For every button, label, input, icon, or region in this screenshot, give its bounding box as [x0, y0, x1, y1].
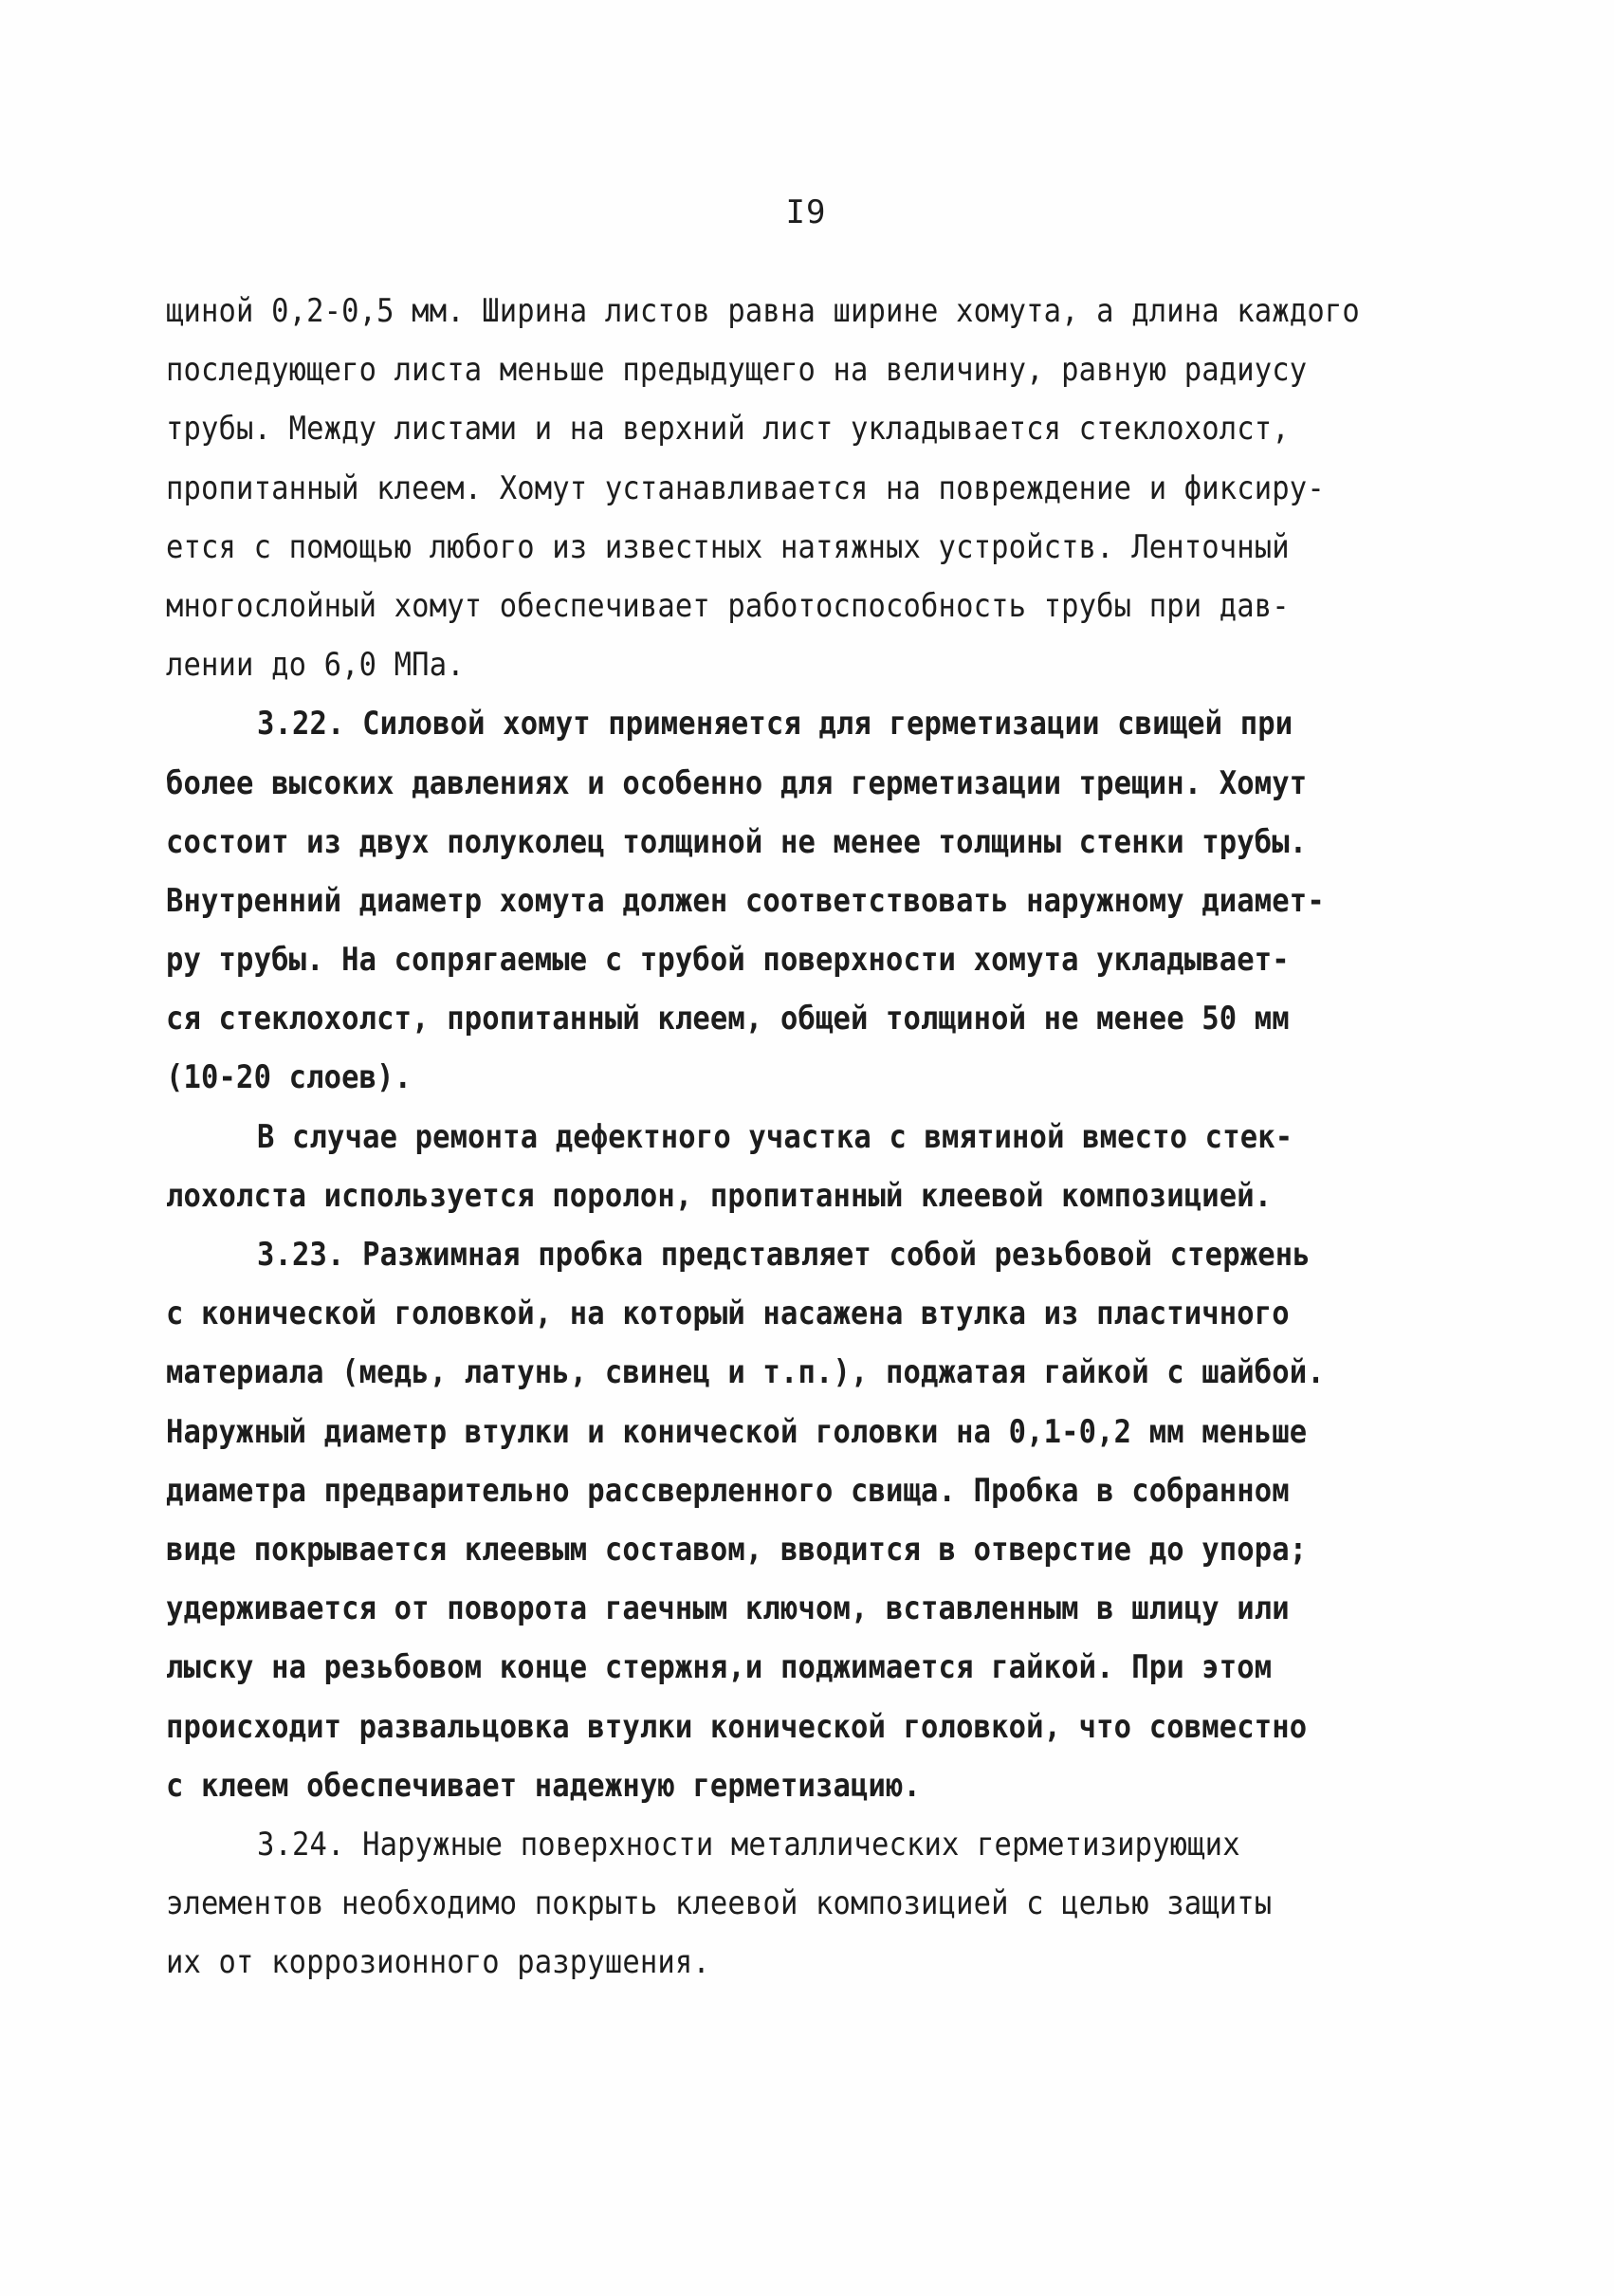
- text-line: ется с помощью любого из известных натяжных устройств. Ленточный: [166, 528, 1290, 566]
- text-line: с клеем обеспечивает надежную герметизацию.: [166, 1767, 922, 1805]
- text-line: диаметра предварительно рассверленного свища. Пробка в собранном: [166, 1472, 1290, 1510]
- text-line: многослойный хомут обеспечивает работоспособность трубы при дав-: [166, 587, 1290, 625]
- text-line: ру трубы. На сопрягаемые с трубой поверхности хомута укладывает-: [166, 941, 1290, 980]
- text-line: происходит развальцовка втулки конической головкой, что совместно: [166, 1708, 1308, 1746]
- text-line: материала (медь, латунь, свинец и т.п.), поджатая гайкой с шайбой.: [166, 1354, 1325, 1392]
- paragraph-repair-line: В случае ремонта дефектного участка с вмятиной вместо стек-: [257, 1118, 1293, 1156]
- page-number: I9: [785, 193, 827, 231]
- text-line: трубы. Между листами и на верхний лист укладывается стеклохолст,: [166, 411, 1290, 449]
- text-line: (10-20 слоев).: [166, 1059, 413, 1097]
- text-line: Внутренний диаметр хомута должен соответствовать наружному диамет-: [166, 882, 1325, 920]
- text-line: щиной 0,2-0,5 мм. Ширина листов равна ширине хомута, а длина каждого: [166, 292, 1360, 331]
- text-line: лении до 6,0 МПа.: [166, 646, 465, 685]
- text-line: удерживается от поворота гаечным ключом, вставленным в шлицу или: [166, 1589, 1290, 1628]
- text-line: лохолста используется поролон, пропитанный клеевой композицией.: [166, 1177, 1273, 1215]
- text-line: пропитанный клеем. Хомут устанавливается на повреждение и фиксиру-: [166, 469, 1325, 507]
- text-line: более высоких давлениях и особенно для герметизации трещин. Хомут: [166, 764, 1308, 802]
- text-line: с конической головкой, на который насажена втулка из пластичного: [166, 1295, 1290, 1333]
- text-line: элементов необходимо покрыть клеевой композицией с целью защиты: [166, 1884, 1273, 1923]
- section-3-22-heading-line: 3.22. Силовой хомут применяется для герметизации свищей при: [257, 706, 1293, 744]
- text-line: последующего листа меньше предыдущего на величину, равную радиусу: [166, 352, 1308, 390]
- text-line: их от коррозионного разрушения.: [166, 1944, 710, 1982]
- text-line: Наружный диаметр втулки и конической головки на 0,1-0,2 мм меньше: [166, 1413, 1308, 1451]
- text-line: ся стеклохолст, пропитанный клеем, общей толщиной не менее 50 мм: [166, 1001, 1290, 1038]
- text-line: лыску на резьбовом конце стержня,и поджимается гайкой. При этом: [166, 1649, 1273, 1687]
- section-3-23-heading-line: 3.23. Разжимная пробка представляет собой резьбовой стержень: [257, 1236, 1311, 1275]
- document-body: [166, 283, 1484, 1993]
- text-line: состоит из двух полуколец толщиной не менее толщины стенки трубы.: [166, 823, 1308, 861]
- text-line: виде покрывается клеевым составом, вводится в отверстие до упора;: [166, 1531, 1308, 1569]
- section-3-24-heading-line: 3.24. Наружные поверхности металлических герметизирующих: [257, 1826, 1240, 1864]
